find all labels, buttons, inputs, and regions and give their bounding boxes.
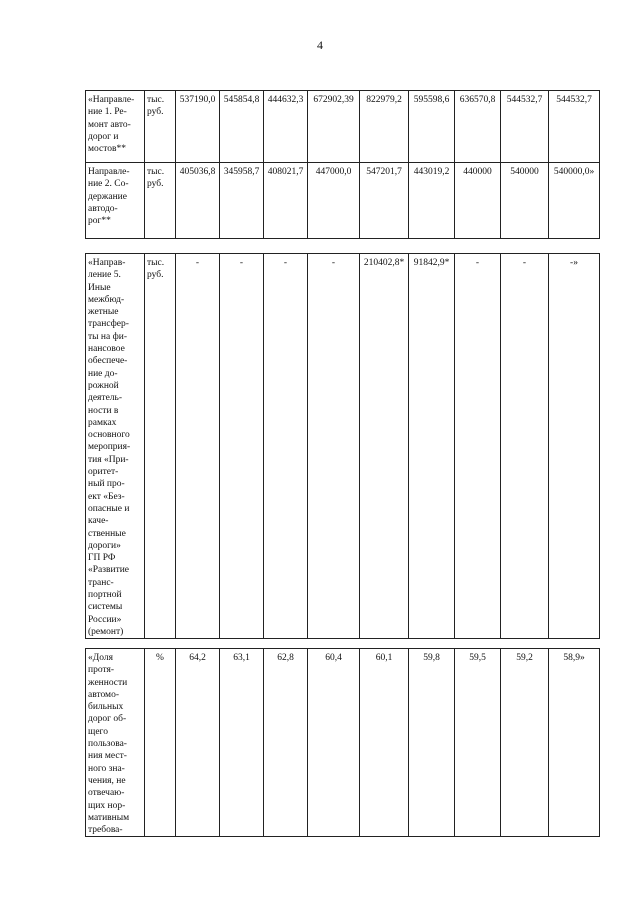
value-cell: -: [220, 254, 264, 639]
value-cell: 822979,2: [360, 91, 409, 163]
row-label: Направле- ние 2. Со- держание автодо- рог**: [86, 163, 145, 239]
value-cell: 345958,7: [220, 163, 264, 239]
value-cell: 547201,7: [360, 163, 409, 239]
value-cell: 537190,0: [176, 91, 220, 163]
table-row-direction-2: [86, 163, 600, 239]
row-label: «Направле- ние 1. Ре- монт авто- дорог и мостов**: [86, 91, 145, 163]
value-cell: 63,1: [220, 649, 264, 837]
value-cell: -: [501, 254, 549, 639]
value-cell: 60,1: [360, 649, 409, 837]
value-cell: 210402,8*: [360, 254, 409, 639]
unit-cell: тыс. руб.: [145, 91, 176, 163]
value-cell: 59,5: [455, 649, 501, 837]
value-cell: 59,2: [501, 649, 549, 837]
value-cell: -»: [549, 254, 600, 639]
value-cell: 440000: [455, 163, 501, 239]
value-cell: 64,2: [176, 649, 220, 837]
value-cell: -: [308, 254, 360, 639]
value-cell: 447000,0: [308, 163, 360, 239]
table-row-direction-1: [86, 91, 600, 163]
value-cell: 443019,2: [409, 163, 455, 239]
value-cell: -: [176, 254, 220, 639]
value-cell: 672902,39: [308, 91, 360, 163]
unit-cell: %: [145, 649, 176, 837]
row-label: «Доля протя- женности автомо- бильных дорог об- щего пользова- ния мест- ного зна- чения, не отвечаю- щих нор- мативным требова-: [86, 649, 145, 837]
value-cell: 636570,8: [455, 91, 501, 163]
table-row-direction-5: [86, 254, 600, 639]
value-cell: 540000,0»: [549, 163, 600, 239]
table-row-road-share: [86, 649, 600, 837]
value-cell: -: [264, 254, 308, 639]
value-cell: 595598,6: [409, 91, 455, 163]
value-cell: 444632,3: [264, 91, 308, 163]
value-cell: 544532,7: [549, 91, 600, 163]
funding-table-direction-5: [85, 253, 600, 639]
value-cell: 545854,8: [220, 91, 264, 163]
value-cell: 62,8: [264, 649, 308, 837]
indicator-table-road-share: [85, 648, 600, 837]
value-cell: 91842,9*: [409, 254, 455, 639]
value-cell: 540000: [501, 163, 549, 239]
value-cell: 544532,7: [501, 91, 549, 163]
value-cell: 59,8: [409, 649, 455, 837]
row-label: «Направ- ление 5. Иные межбюд- жетные трансфер- ты на фи- нансовое обеспече- ние до- рожной деятель- ности в рамках основного мероприя- тия «При- оритет- ный про- ект «Без- опасные и каче- ственные дороги» ГП РФ «Развитие транс- портной системы России» (ремонт): [86, 254, 145, 639]
value-cell: 405036,8: [176, 163, 220, 239]
value-cell: 408021,7: [264, 163, 308, 239]
unit-cell: тыс. руб.: [145, 163, 176, 239]
page-number: 4: [317, 38, 323, 52]
unit-cell: тыс. руб.: [145, 254, 176, 639]
value-cell: 58,9»: [549, 649, 600, 837]
value-cell: -: [455, 254, 501, 639]
value-cell: 60,4: [308, 649, 360, 837]
funding-table-directions-1-2: [85, 90, 600, 239]
